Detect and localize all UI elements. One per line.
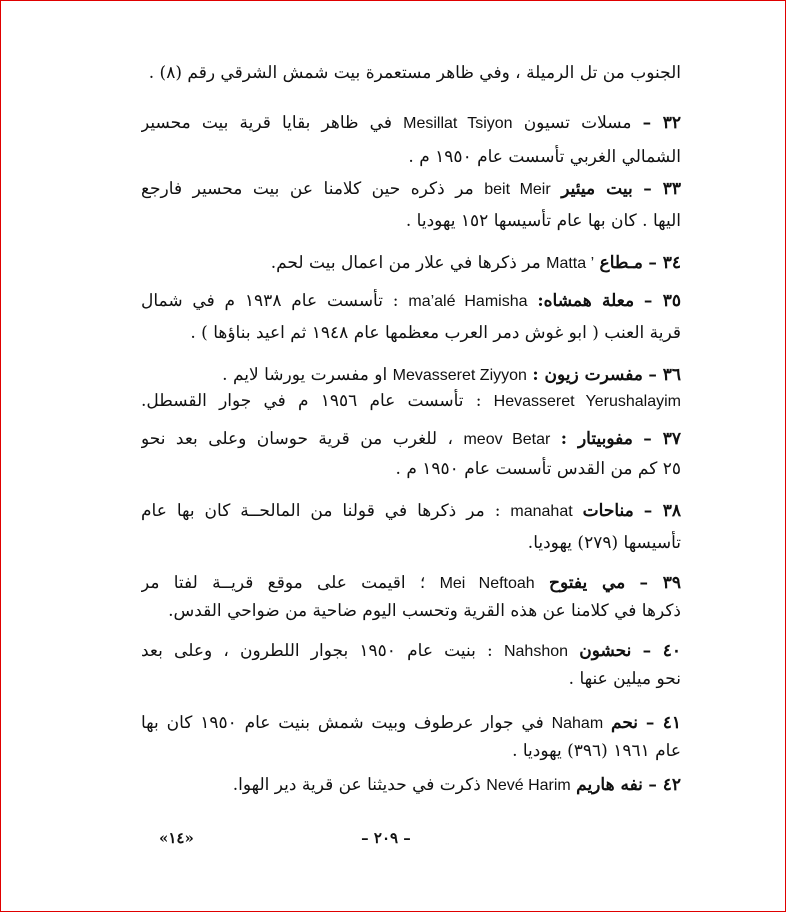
footer-section-marker: «١٤» [159, 829, 194, 847]
entry-latin-name: Naham [551, 715, 604, 732]
entry-40-line-1 [141, 639, 681, 663]
line-text: نحو ميلين عنها . [568, 669, 681, 689]
entry-text: ذكرت في حديثنا عن قرية دير الهوا. [232, 775, 481, 795]
entry-number: ٣٩ – [639, 573, 681, 593]
line-text: قرية العنب ( ابو غوش دمر العرب معظمها عام ١٩٤٨ ثم اعيد بناؤها ) . [190, 323, 681, 343]
entry-text: : مر ذكرها في قولنا من المالحــة كان بها عام [141, 501, 501, 521]
entry-33-line-1 [141, 177, 681, 201]
entry-number: ٣٣ – [643, 179, 681, 199]
line-text: عام ١٩٦١ (٣٩٦) يهوديا . [512, 741, 681, 761]
entry-number: ٤١ – [645, 713, 681, 733]
entry-name: نفه هاريم [576, 775, 643, 795]
entry-text: في ظاهر بقايا قرية بيت محسير [141, 113, 392, 133]
entry-number: ٤٠ – [642, 641, 681, 661]
entry-32-line-1 [141, 111, 681, 135]
entry-number: ٣٤ – [648, 253, 681, 273]
entry-latin-name: Mei Neftoah [439, 575, 535, 592]
entry-text: او مفسرت يورشا لايم . [222, 365, 388, 385]
entry-41-line-2 [141, 739, 681, 763]
entry-name: بيت ميئير [561, 179, 633, 199]
entry-text: : تأسست عام ١٩٣٨ م في شمال [141, 291, 399, 311]
entry-35-line-1 [141, 289, 681, 313]
entry-name: نحشون [579, 641, 632, 661]
entry-37-line-1 [141, 427, 681, 451]
entry-38-line-2 [141, 531, 681, 555]
line-text: ٢٥ كم من القدس تأسست عام ١٩٥٠ م . [395, 459, 681, 479]
entry-34-line-1 [141, 251, 681, 275]
entry-number: ٣٧ – [643, 429, 681, 449]
page-number: – ٢٠٩ – [361, 829, 411, 847]
entry-latin-name: meov Betar [463, 431, 551, 448]
entry-latin-name: Mevasseret Ziyyon [392, 367, 527, 384]
entry-name: معلة همشاه: [537, 291, 635, 311]
line-text: الشمالي الغربي تأسست عام ١٩٥٠ م . [408, 147, 681, 167]
entry-42-line-1 [141, 773, 681, 797]
entry-latin-name: Nevé Harim [486, 777, 571, 794]
entry-39-line-1 [141, 571, 681, 595]
entry-name: مي يفتوح [548, 573, 626, 593]
entry-38-line-1 [141, 499, 681, 523]
line-text: الجنوب من تل الرميلة ، وفي ظاهر مستعمرة بيت شمش الشرقي رقم (٨) . [148, 63, 681, 83]
entry-latin-name: Mesillat Tsiyon [403, 115, 513, 132]
entry-latin-name: manahat [510, 503, 573, 520]
entry-text: : تأسست عام ١٩٥٦ م في جوار القسطل. [141, 391, 482, 411]
entry-name: مـطاع [599, 253, 643, 273]
entry-text: ؛ اقيمت على موقع قريــة لفتا مر [141, 573, 426, 593]
entry-latin-name: beit Meir [484, 181, 551, 198]
entry-32-line-2 [141, 145, 681, 169]
entry-latin-name: ma’alé Hamisha [408, 293, 528, 310]
entry-41-line-1 [141, 711, 681, 735]
entry-latin-name: Hevasseret Yerushalayim [493, 393, 681, 410]
entry-latin-name: Matta ’ [546, 255, 595, 272]
entry-name: مسلات تسيون [523, 113, 632, 133]
entry-name: مفوبيتار : [560, 429, 633, 449]
entry-36-line-2 [141, 389, 681, 413]
entry-text: : بنيت عام ١٩٥٠ بجوار اللطرون ، وعلى بعد [141, 641, 493, 661]
line-text: اليها . كان بها عام تأسيسها ١٥٢ يهوديا . [405, 211, 681, 231]
entry-number: ٣٦ – [648, 365, 681, 385]
entry-number: ٣٨ – [643, 501, 681, 521]
entry-latin-name: Nahshon [503, 643, 569, 660]
line-text: تأسيسها (٢٧٩) يهوديا. [527, 533, 681, 553]
entry-text: مر ذكرها في علار من اعمال بيت لحم. [270, 253, 541, 273]
entry-40-line-2 [141, 667, 681, 691]
entry-name: مفسرت زيون : [532, 365, 643, 385]
entry-37-line-2 [141, 457, 681, 481]
entry-name: مناحات [582, 501, 634, 521]
text-line-1 [141, 61, 681, 85]
entry-text: مر ذكره حين كلامنا عن بيت محسير فارجع [141, 179, 474, 199]
entry-number: ٣٢ – [642, 113, 681, 133]
entry-text: في جوار عرطوف وبيت شمش بنيت عام ١٩٥٠ كان بها [141, 713, 544, 733]
entry-33-line-2 [141, 209, 681, 233]
entry-36-line-1 [141, 363, 681, 387]
entry-text: ، للغرب من قرية حوسان وعلى بعد نحو [141, 429, 454, 449]
document-page [141, 61, 681, 861]
entry-35-line-2 [141, 321, 681, 345]
entry-39-line-2 [141, 599, 681, 623]
line-text: ذكرها في كلامنا عن هذه القرية وتحسب اليوم ضاحية من ضواحي القدس. [168, 601, 681, 621]
entry-number: ٣٥ – [643, 291, 681, 311]
entry-name: نحم [611, 713, 639, 733]
entry-number: ٤٢ – [648, 775, 681, 795]
